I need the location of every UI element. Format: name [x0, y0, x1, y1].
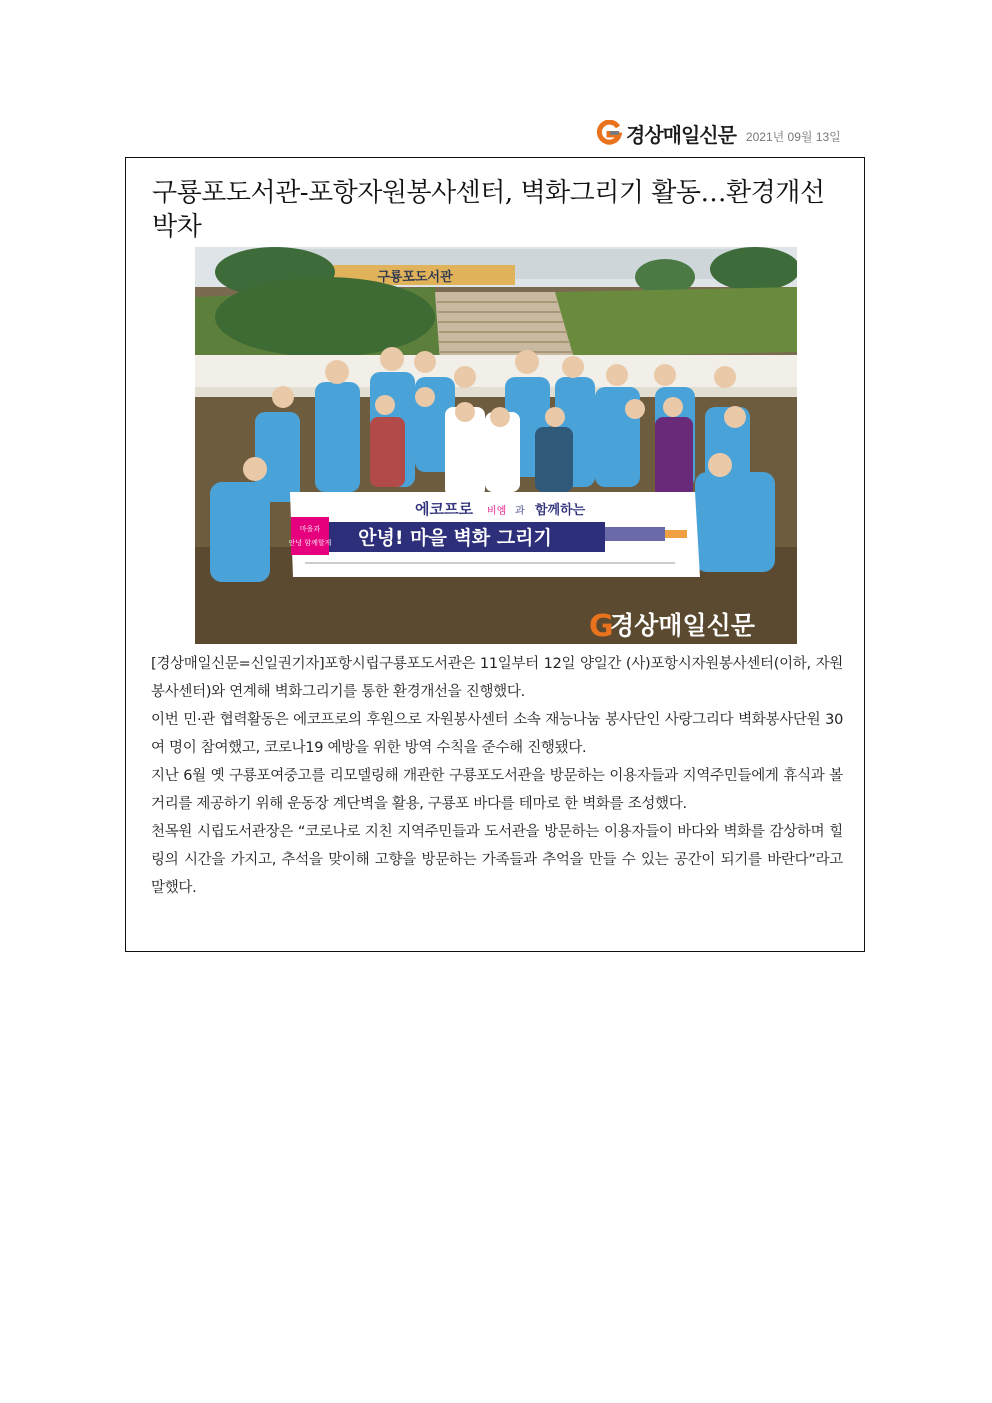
article-headline: 구룡포도서관-포항자원봉사센터, 벽화그리기 활동…환경개선 박차 — [152, 178, 825, 242]
article-paragraph: 지난 6월 옛 구룡포여중고를 리모델링해 개관한 구룡포도서관을 방문하는 이용자들과 지역주민들에게 휴식과 볼거리를 제공하기 위해 운동장 계단벽을 활용, 구룡포 바다를 테마로 한 벽화를 조성했다. — [151, 768, 843, 812]
photo-banner — [289, 492, 700, 577]
photo-watermark — [589, 609, 756, 644]
watermark-text: 경상매일신문 — [610, 611, 755, 640]
article-box — [125, 157, 865, 952]
article-paragraph: [경상매일신문=신일권기자]포항시립구룡포도서관은 11일부터 12일 양일간 (사)포항시자원봉사센터(이하, 자원봉사센터)와 연계해 벽화그리기를 통한 환경개선을 진행했다. — [151, 656, 843, 700]
building-sign: 구룡포도서관 — [377, 270, 453, 285]
banner-side-line2: 안녕 함께할게 — [288, 539, 332, 547]
banner-main-text: 안녕! 마을 벽화 그리기 — [358, 527, 552, 549]
watermark-letter: G — [589, 609, 614, 644]
article-photo — [195, 247, 797, 644]
masthead — [596, 116, 876, 150]
banner-top-left: 에코프로 — [415, 500, 473, 518]
banner-side-line1: 마을과 — [299, 525, 321, 533]
banner-top-and: 과 — [515, 506, 525, 517]
logo-g-icon — [596, 120, 622, 146]
publication-name: 경상매일신문 — [626, 122, 736, 147]
article-paragraph: 천목원 시립도서관장은 “코로나로 지친 지역주민들과 도서관을 방문하는 이용자들이 바다와 벽화를 감상하며 힐링의 시간을 가지고, 추석을 맞이해 고향을 방문하는 가족들과 추억을 만들 수 있는 공간이 되기를 바란다”라고 말했다. — [151, 824, 843, 896]
banner-top-mid: 비엠 — [487, 506, 507, 517]
banner-top-right: 함께하는 — [535, 503, 586, 518]
article-body — [151, 650, 843, 902]
article-paragraph: 이번 민·관 협력활동은 에코프로의 후원으로 자원봉사센터 소속 재능나눔 봉사단인 사랑그리다 벽화봉사단원 30여 명이 참여했고, 코로나19 예방을 위한 방역 수칙을 준수해 진행됐다. — [151, 712, 843, 756]
publication-date: 2021년 09월 13일 — [745, 129, 841, 144]
